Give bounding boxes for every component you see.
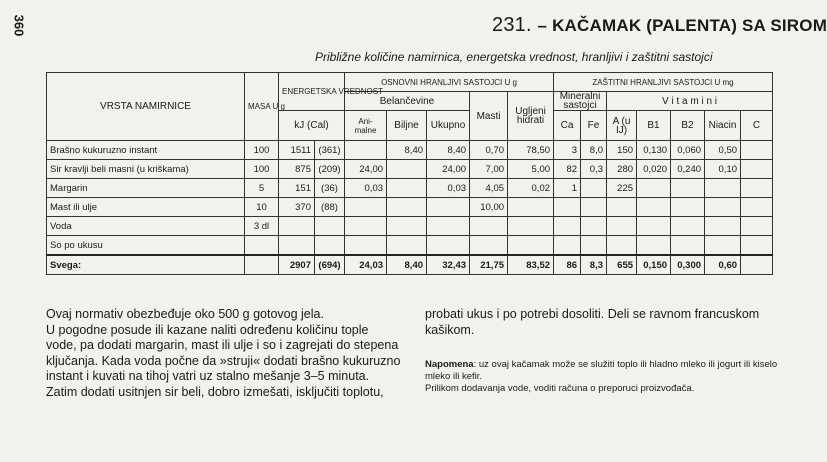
header-niacin: Niacin xyxy=(705,111,741,141)
cell-ca xyxy=(554,198,581,217)
cell-a xyxy=(607,236,637,256)
cell-bilj: 8,40 xyxy=(387,255,427,275)
header-animalne: Ani- malne xyxy=(345,111,387,141)
cell-b2 xyxy=(671,179,705,198)
cell-bilj xyxy=(387,198,427,217)
header-energ: ENERGETSKA VREDNOST xyxy=(279,73,345,111)
cell-c xyxy=(741,179,773,198)
cell-kj: 1511 xyxy=(279,141,315,160)
cell-fe: 8,3 xyxy=(581,255,607,275)
cell-name: So po ukusu xyxy=(47,236,245,256)
table-row xyxy=(47,179,773,198)
cell-uk: 8,40 xyxy=(427,141,470,160)
header-ca: Ca xyxy=(554,111,581,141)
note-line xyxy=(425,359,780,383)
cell-b1 xyxy=(637,236,671,256)
cell-bilj: 8,40 xyxy=(387,141,427,160)
table-subtitle: Približne količine namirnica, energetska vrednost, hranljivi i zaštitni sastojci xyxy=(315,50,713,64)
cell-b2 xyxy=(671,217,705,236)
cell-c xyxy=(741,198,773,217)
cell-niacin: 0,10 xyxy=(705,160,741,179)
header-ukupno: Ukupno xyxy=(427,111,470,141)
cell-niacin: 0,50 xyxy=(705,141,741,160)
cell-name: Svega: xyxy=(47,255,245,275)
cell-anim: 24,03 xyxy=(345,255,387,275)
cell-name: Sir kravlji beli masni (u kriškama) xyxy=(47,160,245,179)
header-ugljeni: Ugljeni hidrati xyxy=(508,92,554,141)
header-mineralni: Mineralni sastojci xyxy=(554,92,607,111)
header-a: A (u IJ) xyxy=(607,111,637,141)
cell-b1 xyxy=(637,198,671,217)
cell-anim xyxy=(345,217,387,236)
cell-kj: 2907 xyxy=(279,255,315,275)
cell-b1: 0,150 xyxy=(637,255,671,275)
cell-c xyxy=(741,141,773,160)
cell-bilj xyxy=(387,179,427,198)
cell-b2: 0,240 xyxy=(671,160,705,179)
cell-masa: 100 xyxy=(245,160,279,179)
note-block xyxy=(425,359,780,395)
header-belancevine: Belančevine xyxy=(345,92,470,111)
cell-fe: 8,0 xyxy=(581,141,607,160)
cell-uk: 32,43 xyxy=(427,255,470,275)
cell-c xyxy=(741,217,773,236)
cell-a: 280 xyxy=(607,160,637,179)
cell-masa: 100 xyxy=(245,141,279,160)
cell-niacin: 0,60 xyxy=(705,255,741,275)
cell-masa xyxy=(245,236,279,256)
cell-kj xyxy=(279,236,315,256)
cell-niacin xyxy=(705,198,741,217)
recipe-title: – KAČAMAK (PALENTA) SA SIROM xyxy=(537,16,827,35)
note-text: : uz ovaj kačamak može se služiti toplo ili hladno mleko ili jogurt ili kiselo mleko ili kefir. xyxy=(425,359,778,382)
header-fe: Fe xyxy=(581,111,607,141)
cell-name: Voda xyxy=(47,217,245,236)
cell-masti xyxy=(470,236,508,256)
table-row xyxy=(47,198,773,217)
cell-fe xyxy=(581,179,607,198)
cell-ca xyxy=(554,217,581,236)
cell-a: 655 xyxy=(607,255,637,275)
recipe-title-block xyxy=(492,14,827,37)
total-row xyxy=(47,255,773,275)
cell-kj xyxy=(279,217,315,236)
nutrition-table xyxy=(46,72,773,275)
cell-c xyxy=(741,160,773,179)
cell-uk: 24,00 xyxy=(427,160,470,179)
instruction-paragraph: U pogodne posude ili kazane naliti određenu količinu tople vode, pa dodati margarin, mast ili ulje i so i zagrejati do stepena ključanja. Kada voda počne da »struji« dodati brašno kukuruzno instant i kuvati na tihoj vatri uz stalno mešanje 3–5 minuta. xyxy=(46,322,401,383)
cell-ca: 86 xyxy=(554,255,581,275)
cell-masti: 0,70 xyxy=(470,141,508,160)
header-vrsta: VRSTA NAMIRNICE xyxy=(47,73,245,141)
table-body xyxy=(47,141,773,275)
cell-niacin xyxy=(705,217,741,236)
instruction-continuation: probati ukus i po potrebi dosoliti. Deli se ravnom francuskom kašikom. xyxy=(425,307,760,337)
cell-bilj xyxy=(387,236,427,256)
cell-uk xyxy=(427,217,470,236)
cell-ca: 1 xyxy=(554,179,581,198)
cell-ugh: 78,50 xyxy=(508,141,554,160)
cell-niacin xyxy=(705,236,741,256)
page-number: 360 xyxy=(11,14,27,37)
instruction-paragraph: Zatim dodati usitnjen sir beli, dobro izmešati, isključiti toplotu, xyxy=(46,384,384,399)
note-line-2: Prilikom dodavanja vode, voditi računa o preporuci proizvođača. xyxy=(425,383,695,394)
cell-fe xyxy=(581,198,607,217)
cell-name: Margarin xyxy=(47,179,245,198)
header-b2: B2 xyxy=(671,111,705,141)
cell-ugh xyxy=(508,198,554,217)
cell-name: Brašno kukuruzno instant xyxy=(47,141,245,160)
cell-c xyxy=(741,255,773,275)
cell-masti: 10,00 xyxy=(470,198,508,217)
cell-uk xyxy=(427,236,470,256)
cell-masti xyxy=(470,217,508,236)
cell-bilj xyxy=(387,217,427,236)
cell-anim: 0,03 xyxy=(345,179,387,198)
header-masti: Masti xyxy=(470,92,508,141)
cell-masa: 5 xyxy=(245,179,279,198)
cell-masa: 3 dl xyxy=(245,217,279,236)
cell-masa: 10 xyxy=(245,198,279,217)
cell-c xyxy=(741,236,773,256)
cell-niacin xyxy=(705,179,741,198)
instructions-left xyxy=(46,307,401,400)
header-masa: MASA U g xyxy=(245,73,279,141)
cell-ca: 82 xyxy=(554,160,581,179)
header-kj: kJ (Cal) xyxy=(279,111,345,141)
cell-ugh: 83,52 xyxy=(508,255,554,275)
cell-ugh: 0,02 xyxy=(508,179,554,198)
cell-a xyxy=(607,217,637,236)
cell-b1 xyxy=(637,179,671,198)
header-zastitni: ZAŠTITNI HRANLJIVI SASTOJCI U mg xyxy=(554,73,773,92)
cell-ca: 3 xyxy=(554,141,581,160)
cell-b1: 0,130 xyxy=(637,141,671,160)
cell-masti: 4,05 xyxy=(470,179,508,198)
table-row xyxy=(47,236,773,256)
cell-name: Mast ili ulje xyxy=(47,198,245,217)
table-row xyxy=(47,141,773,160)
cell-cal xyxy=(315,236,345,256)
cell-cal xyxy=(315,217,345,236)
instructions-right xyxy=(425,307,770,338)
cell-cal: (88) xyxy=(315,198,345,217)
cell-b2: 0,300 xyxy=(671,255,705,275)
header-c: C xyxy=(741,111,773,141)
cell-anim xyxy=(345,198,387,217)
cell-masti: 7,00 xyxy=(470,160,508,179)
cell-a xyxy=(607,198,637,217)
cell-b1 xyxy=(637,217,671,236)
cell-cal: (694) xyxy=(315,255,345,275)
header-osnovni: OSNOVNI HRANLJIVI SASTOJCI U g xyxy=(345,73,554,92)
cell-b2 xyxy=(671,198,705,217)
cell-anim xyxy=(345,236,387,256)
cell-ca xyxy=(554,236,581,256)
recipe-number: 231. xyxy=(492,14,532,36)
cell-b2 xyxy=(671,236,705,256)
table-row xyxy=(47,160,773,179)
cell-cal: (36) xyxy=(315,179,345,198)
cell-b1: 0,020 xyxy=(637,160,671,179)
cell-kj: 875 xyxy=(279,160,315,179)
cell-a: 150 xyxy=(607,141,637,160)
header-b1: B1 xyxy=(637,111,671,141)
table-row xyxy=(47,217,773,236)
cell-masti: 21,75 xyxy=(470,255,508,275)
cell-ugh xyxy=(508,236,554,256)
note-label: Napomena xyxy=(425,359,474,370)
cell-anim: 24,00 xyxy=(345,160,387,179)
cell-kj: 151 xyxy=(279,179,315,198)
cell-kj: 370 xyxy=(279,198,315,217)
cell-cal: (361) xyxy=(315,141,345,160)
header-vitamini: V i t a m i n i xyxy=(607,92,773,111)
cell-ugh: 5,00 xyxy=(508,160,554,179)
cell-fe xyxy=(581,217,607,236)
instruction-paragraph: Ovaj normativ obezbeđuje oko 500 g gotovog jela. xyxy=(46,307,324,321)
cell-cal: (209) xyxy=(315,160,345,179)
cell-uk xyxy=(427,198,470,217)
cell-fe: 0,3 xyxy=(581,160,607,179)
cell-masa xyxy=(245,255,279,275)
cell-b2: 0,060 xyxy=(671,141,705,160)
cell-uk: 0,03 xyxy=(427,179,470,198)
cell-bilj xyxy=(387,160,427,179)
cell-anim xyxy=(345,141,387,160)
cell-fe xyxy=(581,236,607,256)
header-biljne: Biljne xyxy=(387,111,427,141)
cell-ugh xyxy=(508,217,554,236)
cell-a: 225 xyxy=(607,179,637,198)
